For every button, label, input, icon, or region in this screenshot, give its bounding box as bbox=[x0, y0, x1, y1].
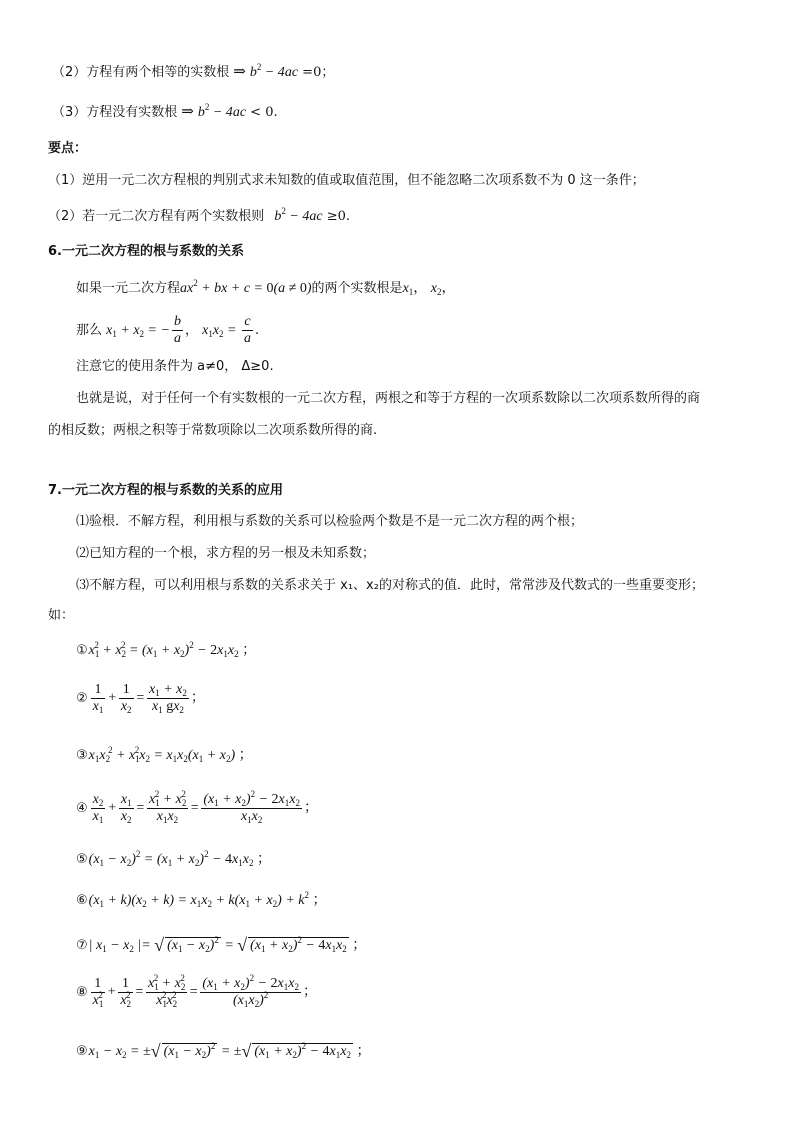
text: < 0. bbox=[250, 105, 278, 120]
key-points-heading: 要点： bbox=[48, 141, 88, 156]
quadratic-equation: $ax^2$ + bx + c = 0(a ≠ 0) bbox=[180, 278, 312, 296]
fraction: $\frac{1}{x_1}$ bbox=[92, 682, 104, 715]
formula-9: $⑨x_1 - x_2$ = ±√ $(x_1 - x_2)^2$ = ±√ $(x_1 + x_2)^2 - 4x_1x_2$ ； bbox=[76, 1041, 371, 1061]
marker: ⑧ bbox=[76, 985, 88, 1000]
discriminant-expression: $b^2 - 4ac$ bbox=[197, 102, 247, 120]
fraction: $\frac{x_2}{x_1}$ bbox=[92, 792, 104, 825]
marker: ⑤ bbox=[76, 852, 88, 867]
marker: ④ bbox=[76, 801, 88, 816]
sum-formula: $x_1 + x_2$ = − bbox=[106, 322, 170, 339]
vieta-formulas: 那么 $x_1 + x_2$ = − $\frac{b}{a}$ ， $x_1x_2$ = $\frac{c}{a}$ . bbox=[76, 314, 260, 346]
text: （3）方程没有实数根 bbox=[52, 105, 178, 120]
fraction: $\frac{x_1}{x_2}$ bbox=[120, 792, 132, 825]
section-7-item-1: ⑴验根．不解方程，利用根与系数的关系可以检验两个数是不是一元二次方程的两个根； bbox=[76, 514, 584, 529]
formula-6: $⑥(x_1 + k)(x_2 + k) = x_1x_2 + k(x_1 + x_2) + k^2$ ； bbox=[76, 890, 327, 909]
marker: ⑦ bbox=[76, 938, 88, 953]
section-7-heading: 7.一元二次方程的根与系数的关系的应用 bbox=[48, 483, 283, 498]
implies-symbol: ⇒ bbox=[181, 102, 194, 120]
discriminant-expression: $b^2 - 4ac$ bbox=[274, 206, 323, 224]
text: 的两个实数根是 bbox=[311, 281, 403, 296]
formula-2: ② $\frac{1}{x_1}$ + $\frac{1}{x_2}$ = $\frac{x_1 + x_2}{x_1 gx_2}$ ； bbox=[76, 682, 205, 715]
fraction: $\frac{1}{x_2^2}$ bbox=[120, 976, 132, 1009]
key-point-1: （1）逆用一元二次方程根的判别式求未知数的值或取值范围，但不能忽略二次项系数不为 0 这一条件； bbox=[48, 173, 645, 188]
text: ≥0. bbox=[326, 209, 351, 224]
section-7-item-2: ⑵已知方程的一个根，求方程的另一根及未知系数； bbox=[76, 546, 376, 561]
fraction: $\frac{1}{x_1^2}$ bbox=[92, 976, 104, 1009]
formula-5: $⑤(x_1 - x_2)^2 = (x_1 + x_2)^2 - 4x_1x_2$ ； bbox=[76, 849, 271, 868]
section-6-para-1 bbox=[76, 278, 456, 297]
fraction: $\frac{x_1 + x_2}{x_1 gx_2}$ bbox=[149, 682, 187, 715]
fraction: $\frac{c}{a}$ bbox=[244, 314, 251, 346]
key-point-2 bbox=[48, 206, 351, 224]
discriminant-negative-line bbox=[52, 104, 278, 120]
formula-8: ⑧ $\frac{1}{x_1^2}$ + $\frac{1}{x_2^2}$ = $\frac{x_1^2 + x_2^2}{x_1^2x_2^2}$ = $\frac{(x_1 + x_2)^2 - 2x_1x_2}{(x_1x_2)^2}$ ； bbox=[76, 973, 317, 1009]
text: （2）若一元二次方程有两个实数根则 bbox=[48, 209, 265, 224]
fraction: $\frac{x_1^2 + x_2^2}{x_1^2x_2^2}$ bbox=[148, 973, 186, 1009]
formula-7: ⑦| $x_1 - x_2$ |= √ $(x_1 - x_2)^2$ = √ $(x_1 + x_2)^2 - 4x_1x_2$ ； bbox=[76, 935, 367, 955]
text: 那么 bbox=[76, 323, 103, 338]
fraction: $\frac{(x_1 + x_2)^2 - 2x_1x_2}{x_1x_2}$ bbox=[203, 789, 300, 825]
usage-condition: 注意它的使用条件为 a≠0， Δ≥0. bbox=[76, 359, 274, 374]
marker: ① bbox=[76, 643, 88, 658]
marker: ⑥ bbox=[76, 893, 88, 908]
text: =0； bbox=[302, 65, 335, 80]
section-6-para-4a: 也就是说，对于任何一个有实数根的一元二次方程，两根之和等于方程的一次项系数除以二次项系数所得的商 bbox=[76, 391, 701, 406]
marker: ② bbox=[76, 691, 88, 706]
section-6-heading: 6.一元二次方程的根与系数的关系 bbox=[48, 244, 244, 259]
formula-3: $③x_1x_2^2 + x_1^2x_2 = x_1x_2(x_1 + x_2)$ ； bbox=[76, 745, 253, 764]
fraction: $\frac{b}{a}$ bbox=[173, 314, 181, 346]
discriminant-expression: $b^2 - 4ac$ bbox=[249, 62, 299, 80]
section-6-para-4b: 的相反数；两根之积等于常数项除以二次项系数所得的商. bbox=[48, 423, 378, 438]
fraction: $\frac{(x_1 + x_2)^2 - 2x_1x_2}{(x_1x_2)^2}$ bbox=[202, 973, 299, 1009]
implies-symbol: ⇒ bbox=[233, 62, 246, 80]
marker: ⑨ bbox=[76, 1044, 88, 1059]
marker: ③ bbox=[76, 748, 88, 763]
fraction: $\frac{1}{x_2}$ bbox=[120, 682, 132, 715]
text: （2）方程有两个相等的实数根 bbox=[52, 65, 230, 80]
discriminant-equal-line bbox=[52, 64, 334, 80]
formula-4: ④ $\frac{x_2}{x_1}$ + $\frac{x_1}{x_2}$ = $\frac{x_1^2 + x_2^2}{x_1x_2}$ = $\frac{(x_1 + x_2)^2 - 2x_1x_2}{x_1x_2}$ ； bbox=[76, 789, 318, 825]
product-formula: $x_1x_2$ = bbox=[202, 322, 240, 339]
formula-1: $①x_1^2 + x_2^2 = (x_1 + x_2)^2 - 2x_1x_2$ ； bbox=[76, 640, 257, 659]
text: 如果一元二次方程 bbox=[76, 281, 181, 296]
section-7-item-3a: ⑶不解方程，可以利用根与系数的关系求关于 x₁、x₂的对称式的值．此时，常常涉及代数式的一些重要变形； bbox=[76, 578, 704, 593]
fraction: $\frac{x_1^2 + x_2^2}{x_1x_2}$ bbox=[149, 789, 187, 825]
section-7-item-3b: 如： bbox=[48, 608, 75, 623]
roots: $x_1$， $x_2$， bbox=[402, 281, 456, 297]
